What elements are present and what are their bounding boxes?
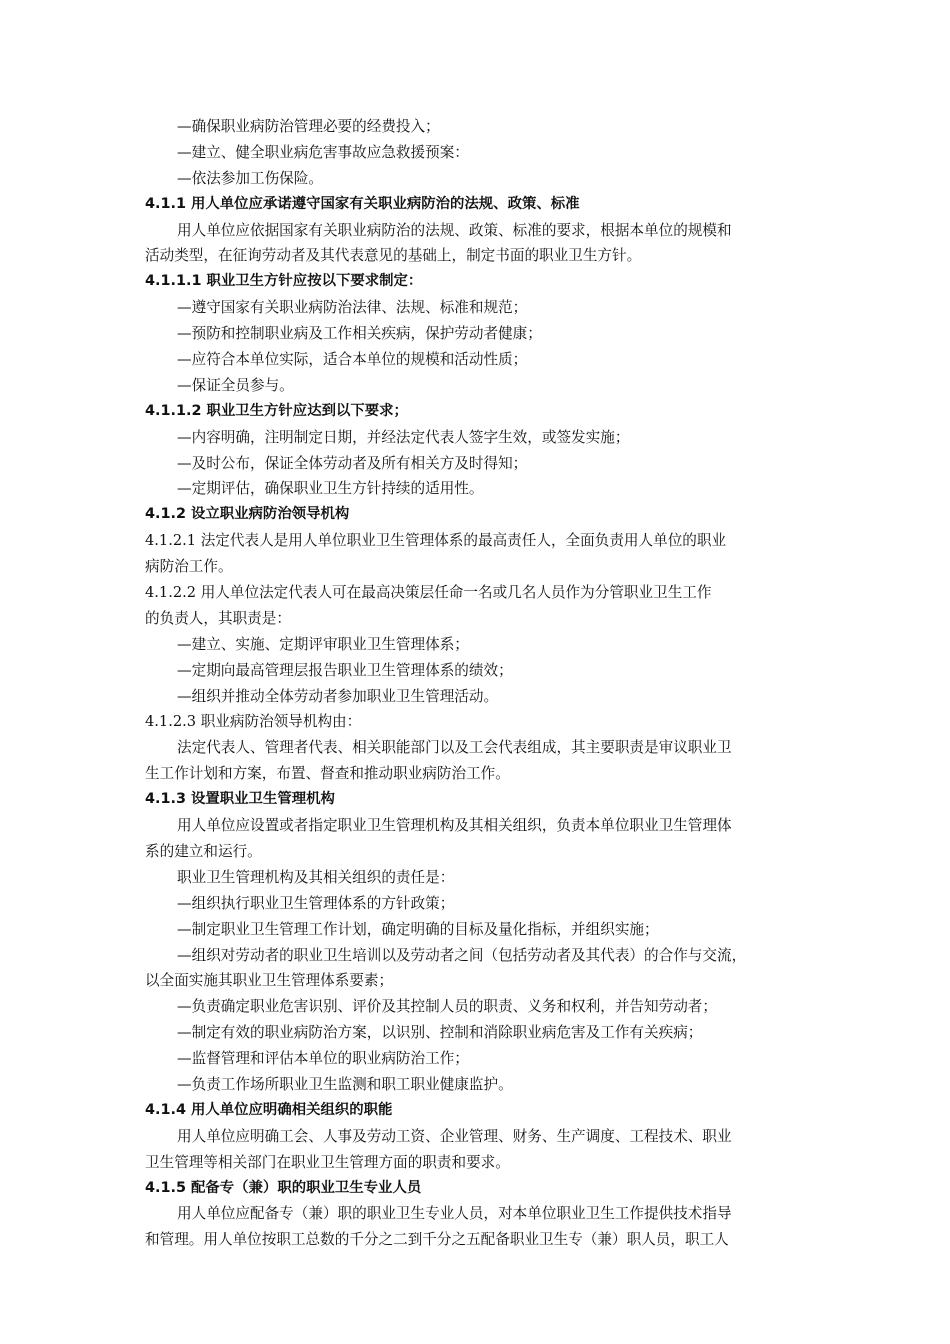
paragraph-line: 系的建立和运行。 xyxy=(145,842,262,860)
list-item: —应符合本单位实际，适合本单位的规模和活动性质； xyxy=(177,351,528,369)
list-item: —组织执行职业卫生管理体系的方针政策； xyxy=(177,894,455,912)
list-item: —定期向最高管理层报告职业卫生管理体系的绩效； xyxy=(177,661,513,679)
paragraph-line: 用人单位应明确工会、人事及劳动工资、企业管理、财务、生产调度、工程技术、职业 xyxy=(177,1127,732,1145)
paragraph-line: 以全面实施其职业卫生管理体系要素； xyxy=(145,972,394,990)
paragraph-line: 的负责人，其职责是： xyxy=(145,609,291,627)
list-item: —组织并推动全体劳动者参加职业卫生管理活动。 xyxy=(177,687,499,705)
list-item: —确保职业病防治管理必要的经费投入； xyxy=(177,118,440,135)
list-item: —负责工作场所职业卫生监测和职工职业健康监护。 xyxy=(177,1075,513,1093)
list-item: —制定有效的职业病防治方案，以识别、控制和消除职业病危害及工作有关疾病； xyxy=(177,1024,703,1042)
paragraph-line: 卫生管理等相关部门在职业卫生管理方面的职责和要求。 xyxy=(145,1153,510,1171)
list-item: —建立、实施、定期评审职业卫生管理体系； xyxy=(177,635,469,653)
list-item: —遵守国家有关职业病防治法律、法规、标准和规范； xyxy=(177,299,528,317)
section-heading: 4.1.4 用人单位应明确相关组织的职能 xyxy=(145,1101,393,1118)
list-item: —定期评估，确保职业卫生方针持续的适用性。 xyxy=(177,480,484,498)
section-heading: 4.1.1.1 职业卫生方针应按以下要求制定： xyxy=(145,273,423,290)
paragraph-line: 用人单位应配备专（兼）职的职业卫生专业人员，对本单位职业卫生工作提供技术指导 xyxy=(177,1205,732,1223)
list-item: —保证全员参与。 xyxy=(177,376,294,394)
numbered-clause-line: 4.1.2.2 用人单位法定代表人可在最高决策层任命一名或几名人员作为分管职业卫生工作 xyxy=(145,584,712,602)
list-item: —建立、健全职业病危害事故应急救援预案： xyxy=(177,143,469,161)
list-item: —负责确定职业危害识别、评价及其控制人员的职责、义务和权利，并告知劳动者； xyxy=(177,998,717,1016)
paragraph-line: 法定代表人、管理者代表、相关职能部门以及工会代表组成，其主要职责是审议职业卫 xyxy=(177,739,732,757)
paragraph-line: 活动类型，在征询劳动者及其代表意见的基础上，制定书面的职业卫生方针。 xyxy=(145,247,642,265)
list-item: —监督管理和评估本单位的职业病防治工作； xyxy=(177,1050,469,1068)
list-item: —组织对劳动者的职业卫生培训以及劳动者之间（包括劳动者及其代表）的合作与交流， xyxy=(177,946,747,964)
document-body xyxy=(145,114,809,1253)
section-heading: 4.1.5 配备专（兼）职的职业卫生专业人员 xyxy=(145,1179,422,1196)
list-item: —预防和控制职业病及工作相关疾病，保护劳动者健康； xyxy=(177,325,542,343)
section-heading: 4.1.2 设立职业病防治领导机构 xyxy=(145,506,350,523)
list-item: —制定职业卫生管理工作计划，确定明确的目标及量化指标，并组织实施； xyxy=(177,920,659,938)
paragraph-line: 用人单位应设置或者指定职业卫生管理机构及其相关组织，负责本单位职业卫生管理体 xyxy=(177,817,732,835)
paragraph-line: 生工作计划和方案，布置、督查和推动职业病防治工作。 xyxy=(145,765,510,783)
paragraph-line: 病防治工作。 xyxy=(145,558,233,576)
paragraph-line: 职业卫生管理机构及其相关组织的责任是： xyxy=(177,868,455,886)
list-item: —内容明确，注明制定日期，并经法定代表人签字生效，或签发实施； xyxy=(177,428,630,446)
paragraph-line: 用人单位应依据国家有关职业病防治的法规、政策、标准的要求，根据本单位的规模和 xyxy=(177,221,732,239)
section-heading: 4.1.1.2 职业卫生方针应达到以下要求； xyxy=(145,402,408,419)
numbered-clause-line: 4.1.2.3 职业病防治领导机构由： xyxy=(145,713,362,731)
list-item: —依法参加工伤保险。 xyxy=(177,169,323,187)
section-heading: 4.1.3 设置职业卫生管理机构 xyxy=(145,791,335,808)
numbered-clause-line: 4.1.2.1 法定代表人是用人单位职业卫生管理体系的最高责任人，全面负责用人单位的职业 xyxy=(145,532,727,550)
section-heading: 4.1.1 用人单位应承诺遵守国家有关职业病防治的法规、政策、标准 xyxy=(145,195,580,212)
list-item: —及时公布，保证全体劳动者及所有相关方及时得知； xyxy=(177,454,528,472)
paragraph-line: 和管理。用人单位按职工总数的千分之二到千分之五配备职业卫生专（兼）职人员，职工人 xyxy=(145,1231,729,1249)
